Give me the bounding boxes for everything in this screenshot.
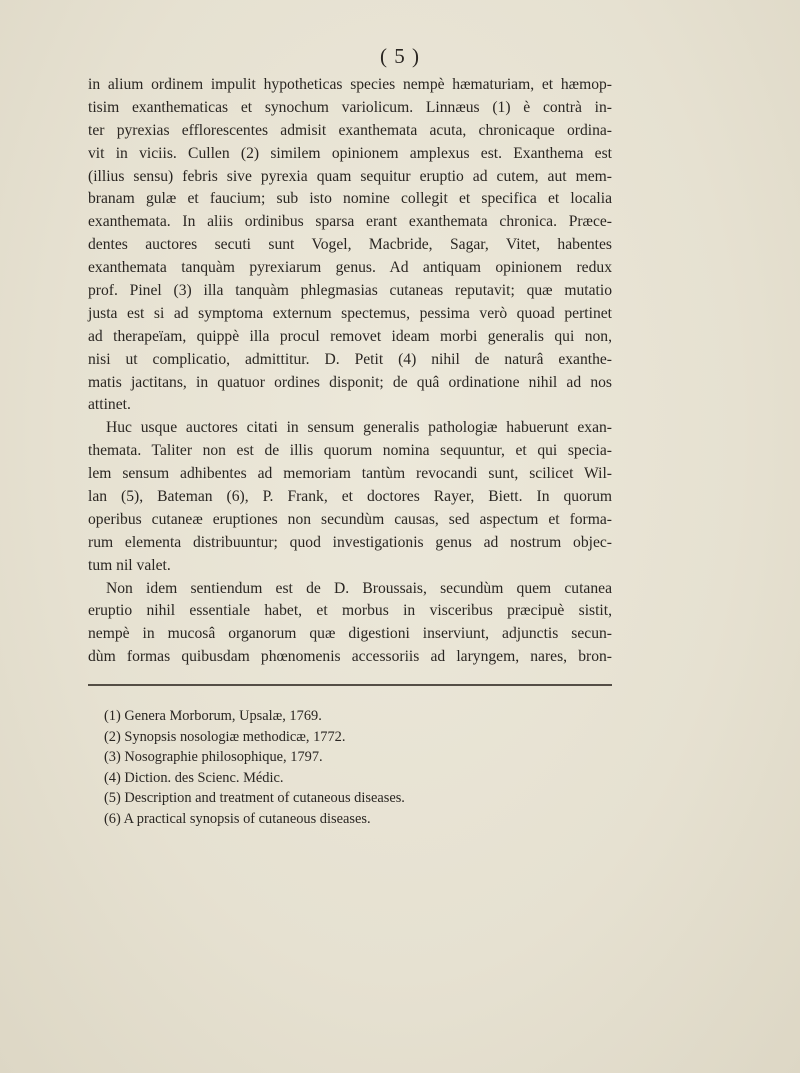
text-line: tisim exanthematicas et synochum variolicum. Linnæus (1) è contrà in- xyxy=(88,98,612,116)
text-line: lem sensum adhibentes ad memoriam tantùm revocandi sunt, scilicet Wil- xyxy=(88,465,612,483)
footnote: (2) Synopsis nosologiæ methodicæ, 1772. xyxy=(104,728,346,745)
text-line: ter pyrexias efflorescentes admisit exanthemata acuta, chronicaque ordina- xyxy=(88,121,612,139)
page-number: ( 5 ) xyxy=(380,44,420,68)
text-line: rum elementa distribuuntur; quod investigationis genus ad nostrum objec- xyxy=(88,533,612,551)
text-line: operibus cutaneæ eruptiones non secundùm causas, sed aspectum et forma- xyxy=(88,510,612,528)
footnote: (3) Nosographie philosophique, 1797. xyxy=(104,749,323,766)
text-line: themata. Taliter non est de illis quorum nomina sequuntur, et qui specia- xyxy=(88,442,612,460)
text-line: dùm formas quibusdam phœnomenis accessoriis ad laryngem, nares, bron- xyxy=(88,648,612,666)
text-line: tum nil valet. xyxy=(88,556,171,574)
footnote: (1) Genera Morborum, Upsalæ, 1769. xyxy=(104,708,322,724)
text-line: exanthemata. In aliis ordinibus sparsa erant exanthemata chronica. Præce- xyxy=(88,213,612,231)
footnote-divider xyxy=(88,684,612,686)
text-line: vit in viciis. Cullen (2) similem opinionem amplexus est. Exanthema est xyxy=(88,144,612,162)
footnote: (6) A practical synopsis of cutaneous diseases. xyxy=(104,810,371,827)
footnotes xyxy=(104,706,524,830)
text-line: ad therapeïam, quippè illa procul removet ideam morbi generalis qui non, xyxy=(88,327,612,345)
text-line: nisi ut complicatio, admittitur. D. Petit (4) nihil de naturâ exanthe- xyxy=(88,350,612,368)
text-line: (illius sensu) febris sive pyrexia quam sequitur eruptio ad cutem, aut mem- xyxy=(88,167,612,185)
text-line: prof. Pinel (3) illa tanquàm phlegmasias cutaneas reputavit; quæ mutatio xyxy=(88,282,612,300)
text-line: eruptio nihil essentiale habet, et morbus in visceribus præcipuè sistit, xyxy=(88,602,612,620)
text-line: justa est si ad symptoma externum spectemus, pessima verò quoad pertinet xyxy=(88,304,612,322)
text-line: lan (5), Bateman (6), P. Frank, et doctores Rayer, Biett. In quorum xyxy=(88,488,612,506)
body-text xyxy=(88,74,612,669)
text-line: dentes auctores secuti sunt Vogel, Macbride, Sagar, Vitet, habentes xyxy=(88,236,612,254)
text-line: nempè in mucosâ organorum quæ digestioni inserviunt, adjunctis secun- xyxy=(88,625,612,643)
footnote: (5) Description and treatment of cutaneous diseases. xyxy=(104,790,405,807)
text-line: matis jactitans, in quatuor ordines disponit; de quâ ordinatione nihil ad nos xyxy=(88,373,612,391)
text-line: branam gulæ et faucium; sub isto nomine collegit et specifica et localia xyxy=(88,190,612,208)
text-line: Huc usque auctores citati in sensum generalis pathologiæ habuerunt exan- xyxy=(106,419,612,437)
text-line: Non idem sentiendum est de D. Broussais, secundùm quem cutanea xyxy=(106,579,612,597)
text-line: in alium ordinem impulit hypotheticas species nempè hæmaturiam, et hæmop- xyxy=(88,76,612,93)
text-line: attinet. xyxy=(88,396,131,414)
text-line: exanthemata tanquàm pyrexiarum genus. Ad antiquam opinionem redux xyxy=(88,259,612,277)
footnote: (4) Diction. des Scienc. Médic. xyxy=(104,769,284,786)
